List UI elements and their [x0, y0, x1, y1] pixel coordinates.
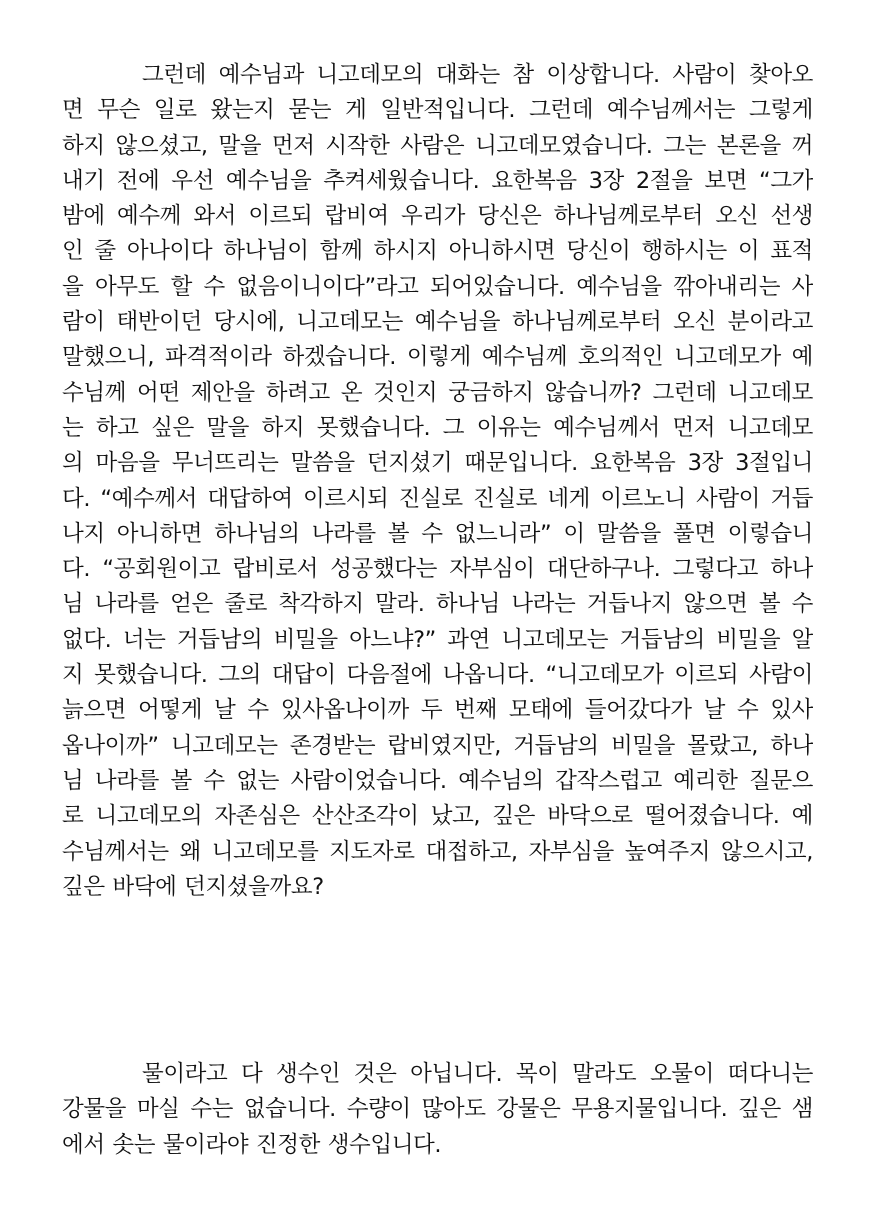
paragraph-line: 수님께 어떤 제안을 하려고 온 것인지 궁금하지 않습니까? 그런데 니고데모 — [62, 379, 813, 406]
paragraph-line: 지 못했습니다. 그의 대답이 다음절에 나옵니다. “니고데모가 이르되 사람이 — [62, 662, 813, 689]
paragraph-line: 의 마음을 무너뜨리는 말씀을 던지셨기 때문입니다. 요한복음 3장 3절입니 — [62, 450, 813, 477]
paragraph-line: 그런데 예수님과 니고데모의 대화는 참 이상합니다. 사람이 찾아오 — [142, 62, 813, 88]
paragraph-line: 는 하고 싶은 말을 하지 못했습니다. 그 이유는 예수님께서 먼저 니고데모 — [62, 414, 813, 441]
paragraph-2 — [62, 1057, 813, 1163]
paragraph-line: 에서 솟는 물이라야 진정한 생수입니다. — [62, 1131, 442, 1158]
paragraph-1 — [62, 58, 813, 905]
paragraph-line: 하지 않으셨고, 말을 먼저 시작한 사람은 니고데모였습니다. 그는 본론을 꺼 — [62, 132, 813, 159]
paragraph-line: 람이 태반이던 당시에, 니고데모는 예수님을 하나님께로부터 오신 분이라고 — [62, 309, 813, 336]
paragraph-line: 밤에 예수께 와서 이르되 랍비여 우리가 당신은 하나님께로부터 오신 선생 — [62, 203, 813, 230]
paragraph-line: 다. “예수께서 대답하여 이르시되 진실로 진실로 네게 이르노니 사람이 거듭 — [62, 485, 813, 512]
paragraph-line: 면 무슨 일로 왔는지 묻는 게 일반적입니다. 그런데 예수님께서는 그렇게 — [62, 97, 813, 124]
paragraph-line: 수님께서는 왜 니고데모를 지도자로 대접하고, 자부심을 높여주지 않으시고, — [62, 838, 813, 865]
paragraph-line: 말했으니, 파격적이라 하겠습니다. 이렇게 예수님께 호의적인 니고데모가 예 — [62, 344, 813, 371]
paragraph-line: 내기 전에 우선 예수님을 추켜세웠습니다. 요한복음 3장 2절을 보면 “그가 — [62, 167, 813, 194]
paragraph-line: 나지 아니하면 하나님의 나라를 볼 수 없느니라” 이 말씀을 풀면 이렇습니 — [62, 520, 813, 547]
paragraph-line: 늙으면 어떻게 날 수 있사옵나이까 두 번째 모태에 들어갔다가 날 수 있사 — [62, 697, 813, 724]
paragraph-line: 물이라고 다 생수인 것은 아닙니다. 목이 말라도 오물이 떠다니는 — [142, 1061, 813, 1087]
paragraph-line: 강물을 마실 수는 없습니다. 수량이 많아도 강물은 무용지물입니다. 깊은 샘 — [62, 1096, 813, 1123]
paragraph-line: 깊은 바닥에 던지셨을까요? — [62, 873, 324, 900]
paragraph-line: 로 니고데모의 자존심은 산산조각이 났고, 깊은 바닥으로 떨어졌습니다. 예 — [62, 803, 813, 830]
paragraph-line: 옵나이까” 니고데모는 존경받는 랍비였지만, 거듭남의 비밀을 몰랐고, 하나 — [62, 732, 813, 759]
paragraph-line: 님 나라를 볼 수 없는 사람이었습니다. 예수님의 갑작스럽고 예리한 질문으 — [62, 767, 813, 794]
paragraph-line: 님 나라를 얻은 줄로 착각하지 말라. 하나님 나라는 거듭나지 않으면 볼 수 — [62, 591, 813, 618]
paragraph-line: 없다. 너는 거듭남의 비밀을 아느냐?” 과연 니고데모는 거듭남의 비밀을 알 — [62, 626, 813, 653]
paragraph-line: 인 줄 아나이다 하나님이 함께 하시지 아니하시면 당신이 행하시는 이 표적 — [62, 238, 813, 265]
paragraph-line: 을 아무도 할 수 없음이니이다”라고 되어있습니다. 예수님을 깎아내리는 사 — [62, 273, 813, 300]
paragraph-line: 다. “공회원이고 랍비로서 성공했다는 자부심이 대단하구나. 그렇다고 하나 — [62, 556, 813, 583]
